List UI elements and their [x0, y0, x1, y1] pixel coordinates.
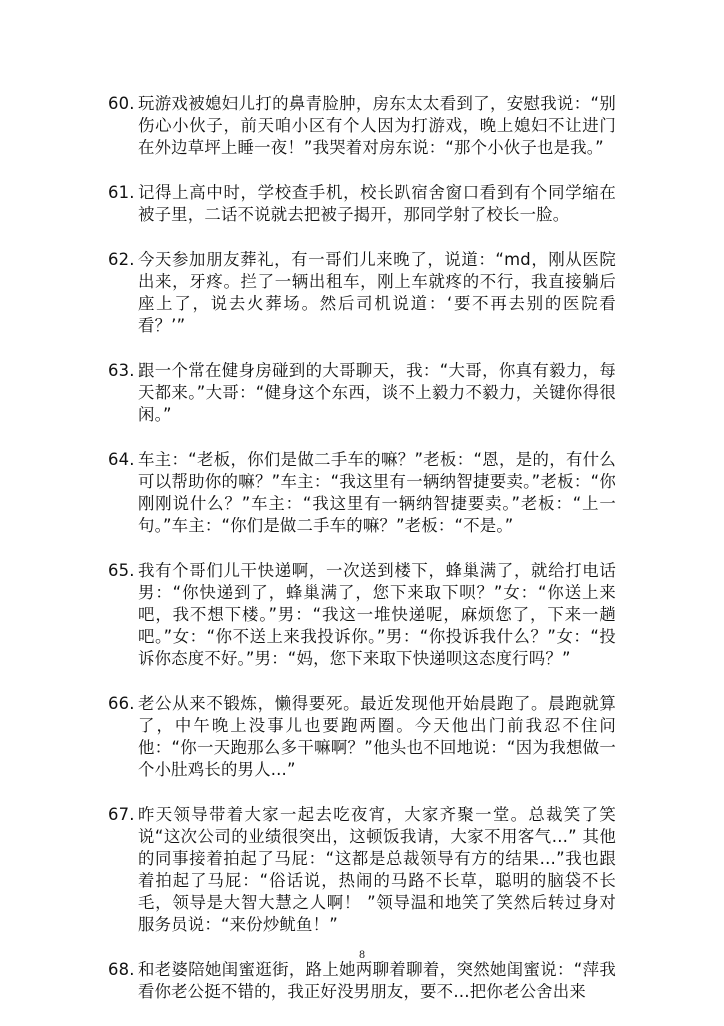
- item-number: 64.: [108, 450, 135, 469]
- list-item: [108, 804, 616, 936]
- list-item: [108, 959, 616, 1003]
- list-item: [108, 693, 616, 781]
- item-number: 62.: [108, 250, 135, 269]
- list-item: [108, 93, 616, 159]
- joke-list: [108, 93, 616, 1026]
- item-number: 60.: [108, 94, 135, 113]
- item-text: 昨天领导带着大家一起去吃夜宵，大家齐聚一堂。总裁笑了笑说“这次公司的业绩很突出，这顿饭我请，大家不用客气…” 其他的同事接着拍起了马屁：“这都是总裁领导有方的结果…”我也跟着拍起了马屁：“俗话说，热闹的马路不长草，聪明的脑袋不长毛，领导是大智大慧之人啊！ ”领导温和地笑了笑然后转过身对服务员说：“来份炒鱿鱼！”: [138, 805, 616, 934]
- item-number: 68.: [108, 960, 135, 979]
- item-number: 65.: [108, 561, 135, 580]
- list-item: [108, 360, 616, 426]
- item-text: 车主：“老板，你们是做二手车的嘛？”老板：“恩，是的，有什么可以帮助你的嘛？”车主：“我这里有一辆纳智捷要卖。”老板：“你刚刚说什么？”车主：“我这里有一辆纳智捷要卖。”老板：“上一句。”车主：“你们是做二手车的嘛？”老板：“不是。”: [138, 450, 616, 535]
- item-text: 和老婆陪她闺蜜逛街，路上她两聊着聊着，突然她闺蜜说：“萍我看你老公挺不错的，我正好没男朋友，要不…把你老公舍出来: [138, 960, 616, 1001]
- item-text: 我有个哥们儿干快递啊，一次送到楼下，蜂巢满了，就给打电话男：“你快递到了，蜂巢满了，您下来取下呗？”女：“你送上来吧，我不想下楼。”男：“我这一堆快递呢，麻烦您了，下来一趟吧。”女：“你不送上来我投诉你。”男：“你投诉我什么？”女：“投诉你态度不好。”男：“妈，您下来取下快递呗这态度行吗？”: [138, 561, 616, 668]
- list-item: [108, 182, 616, 226]
- list-item: [108, 560, 616, 670]
- item-text: 玩游戏被媳妇儿打的鼻青脸肿，房东太太看到了，安慰我说：“别伤心小伙子，前天咱小区有个人因为打游戏，晚上媳妇不让进门在外边草坪上睡一夜！”我哭着对房东说：“那个小伙子也是我。”: [138, 94, 616, 157]
- item-text: 记得上高中时，学校查手机，校长趴宿舍窗口看到有个同学缩在被子里，二话不说就去把被子揭开，那同学射了校长一脸。: [138, 183, 616, 224]
- page-number: 8: [358, 950, 366, 961]
- item-number: 63.: [108, 361, 135, 380]
- list-item: [108, 449, 616, 537]
- list-item: [108, 249, 616, 337]
- item-number: 66.: [108, 694, 135, 713]
- item-text: 今天参加朋友葬礼，有一哥们儿来晚了，说道：“md，刚从医院出来，牙疼。拦了一辆出租车，刚上车就疼的不行，我直接躺后座上了，说去火葬场。然后司机说道：‘要不再去别的医院看看？’”: [138, 250, 616, 335]
- item-text: 跟一个常在健身房碰到的大哥聊天，我：“大哥，你真有毅力，每天都来。”大哥：“健身这个东西，谈不上毅力不毅力，关键你得很闲。”: [138, 361, 616, 424]
- item-number: 61.: [108, 183, 135, 202]
- item-number: 67.: [108, 805, 135, 824]
- item-text: 老公从来不锻炼，懒得要死。最近发现他开始晨跑了。晨跑就算了，中午晚上没事儿也要跑两圈。今天他出门前我忍不住问他：“你一天跑那么多干嘛啊？”他头也不回地说：“因为我想做一个小肚鸡长的男人...”: [138, 694, 616, 779]
